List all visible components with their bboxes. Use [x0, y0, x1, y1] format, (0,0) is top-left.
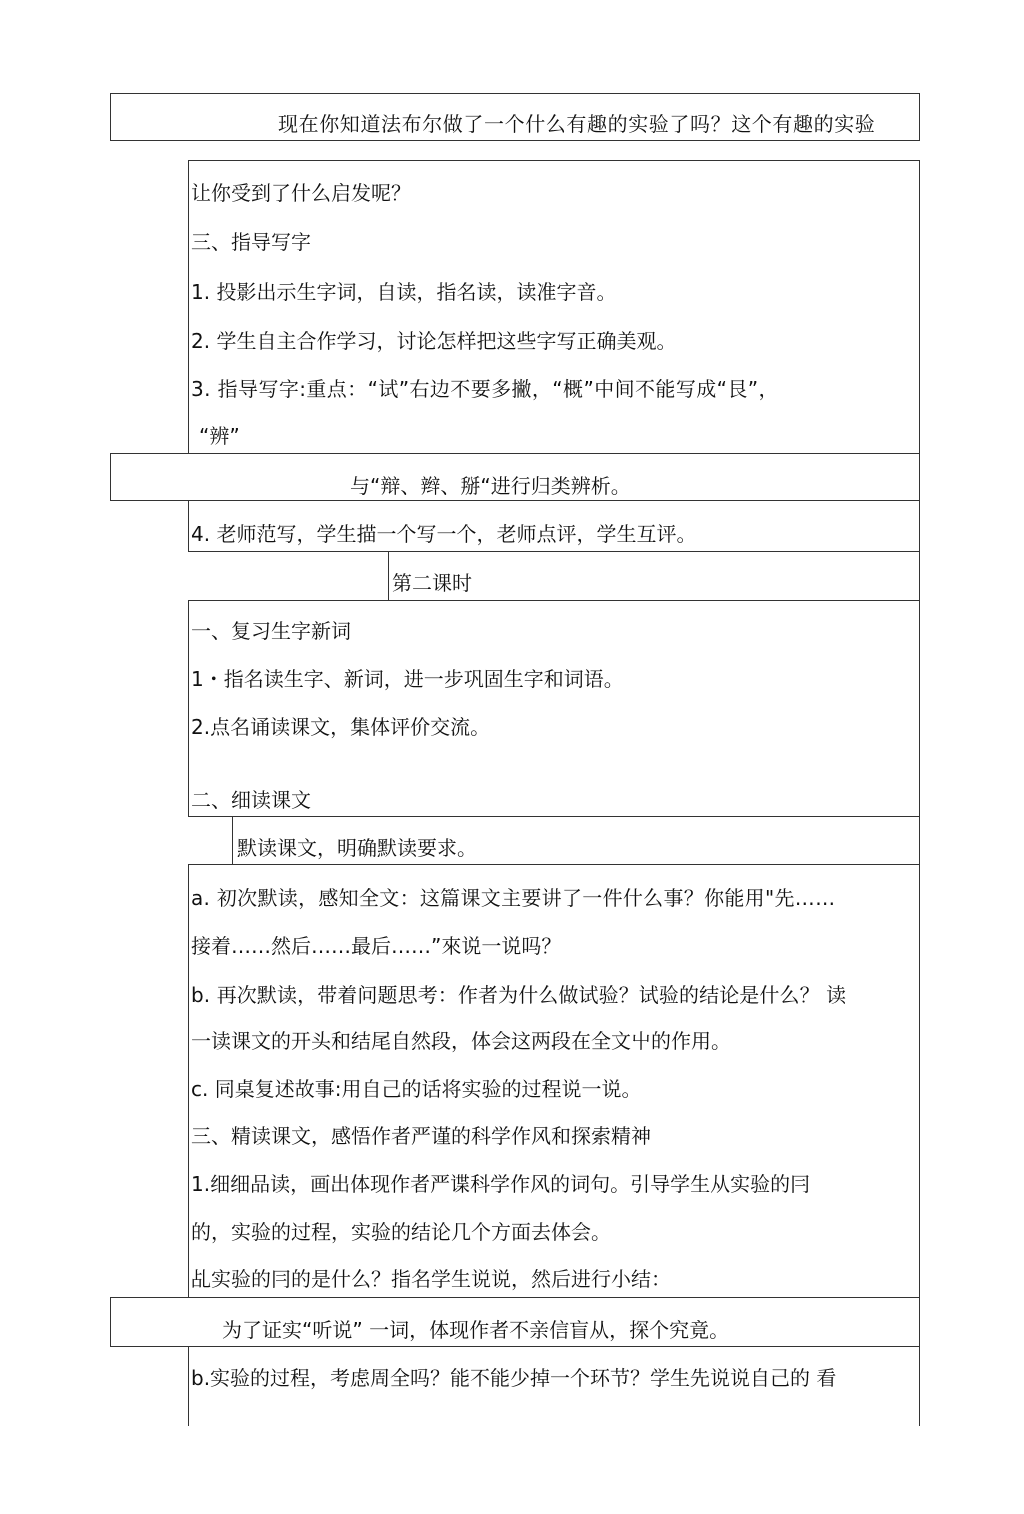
text-line-17: 接着……然后……最后……”來说一说吗？ — [191, 934, 562, 958]
text-line-6: 3. 指导写字:重点：“试”右边不要多撇，“概”中间不能写成“艮”， — [191, 377, 779, 401]
text-line-9: 4. 老师范写，学生描一个写一个，老师点评，学生互评。 — [191, 522, 697, 546]
text-line-19: 一读课文的开头和结尾自然段，体会这两段在全文屮的作用。 — [191, 1029, 731, 1053]
text-line-23: 的，实验的过程，实验的结论几个方面去体会。 — [191, 1220, 611, 1244]
text-line-12: 1・指名读生字、新词，进一步巩固生字和词语。 — [191, 667, 624, 691]
section-heading-3b: 三、精读课文，感悟作者严谨的科学作风和探索精神 — [191, 1124, 651, 1148]
text-line-25: 为了证实“听说” 一词，体现作者不亲信盲从，探个究竟。 — [222, 1318, 730, 1342]
text-line-8: 与“辩、辫、掰“进行归类辨析。 — [350, 474, 631, 498]
text-line-26: b.实验的过程，考虑周全吗？能不能少掉一个环节？学生先说说自己的 看 — [191, 1366, 837, 1390]
section-heading-1: 一、复习生字新词 — [191, 619, 351, 643]
text-line-16: a. 初次默读，感知全文：这篇课文主要讲了一件什么事？你能用"先…… — [191, 886, 836, 910]
text-line-24: 乩实验的冃的是什么？指名学生说说，然后进行小结： — [191, 1267, 671, 1291]
text-line-1: 现在你知道法布尔做了一个什么有趣的实验了吗？这个有趣的实验 — [278, 112, 876, 136]
section-heading-2: 二、细读课文 — [191, 788, 311, 812]
text-line-13: 2.点名诵读课文，集体评价交流。 — [191, 715, 491, 739]
text-line-22: 1.细细品读，画出体现作者严谍科学作风的词句。引导学生从实验的冃 — [191, 1172, 811, 1196]
text-line-2: 让你受到了什么启发呢？ — [191, 181, 411, 205]
section-heading-3: 三、指导写字 — [191, 230, 311, 254]
lesson-heading: 第二课时 — [392, 571, 472, 595]
text-line-4: 1. 投影出示生字词，自读，指名读，读准字音。 — [191, 280, 617, 304]
text-line-18: b. 再次默读，带着问题思考：作者为什么做试验？试验的结论是什么？ 读 — [191, 983, 847, 1007]
text-line-5: 2. 学生自主合作学习，讨论怎样把这些字写正确美观。 — [191, 329, 677, 353]
text-line-20: c. 同桌复述故事:用自己的话将实验的过程说一说。 — [191, 1077, 642, 1101]
text-line-7: “辨” — [199, 424, 240, 448]
text-line-15: 默读课文，明确默读要求。 — [237, 836, 477, 860]
